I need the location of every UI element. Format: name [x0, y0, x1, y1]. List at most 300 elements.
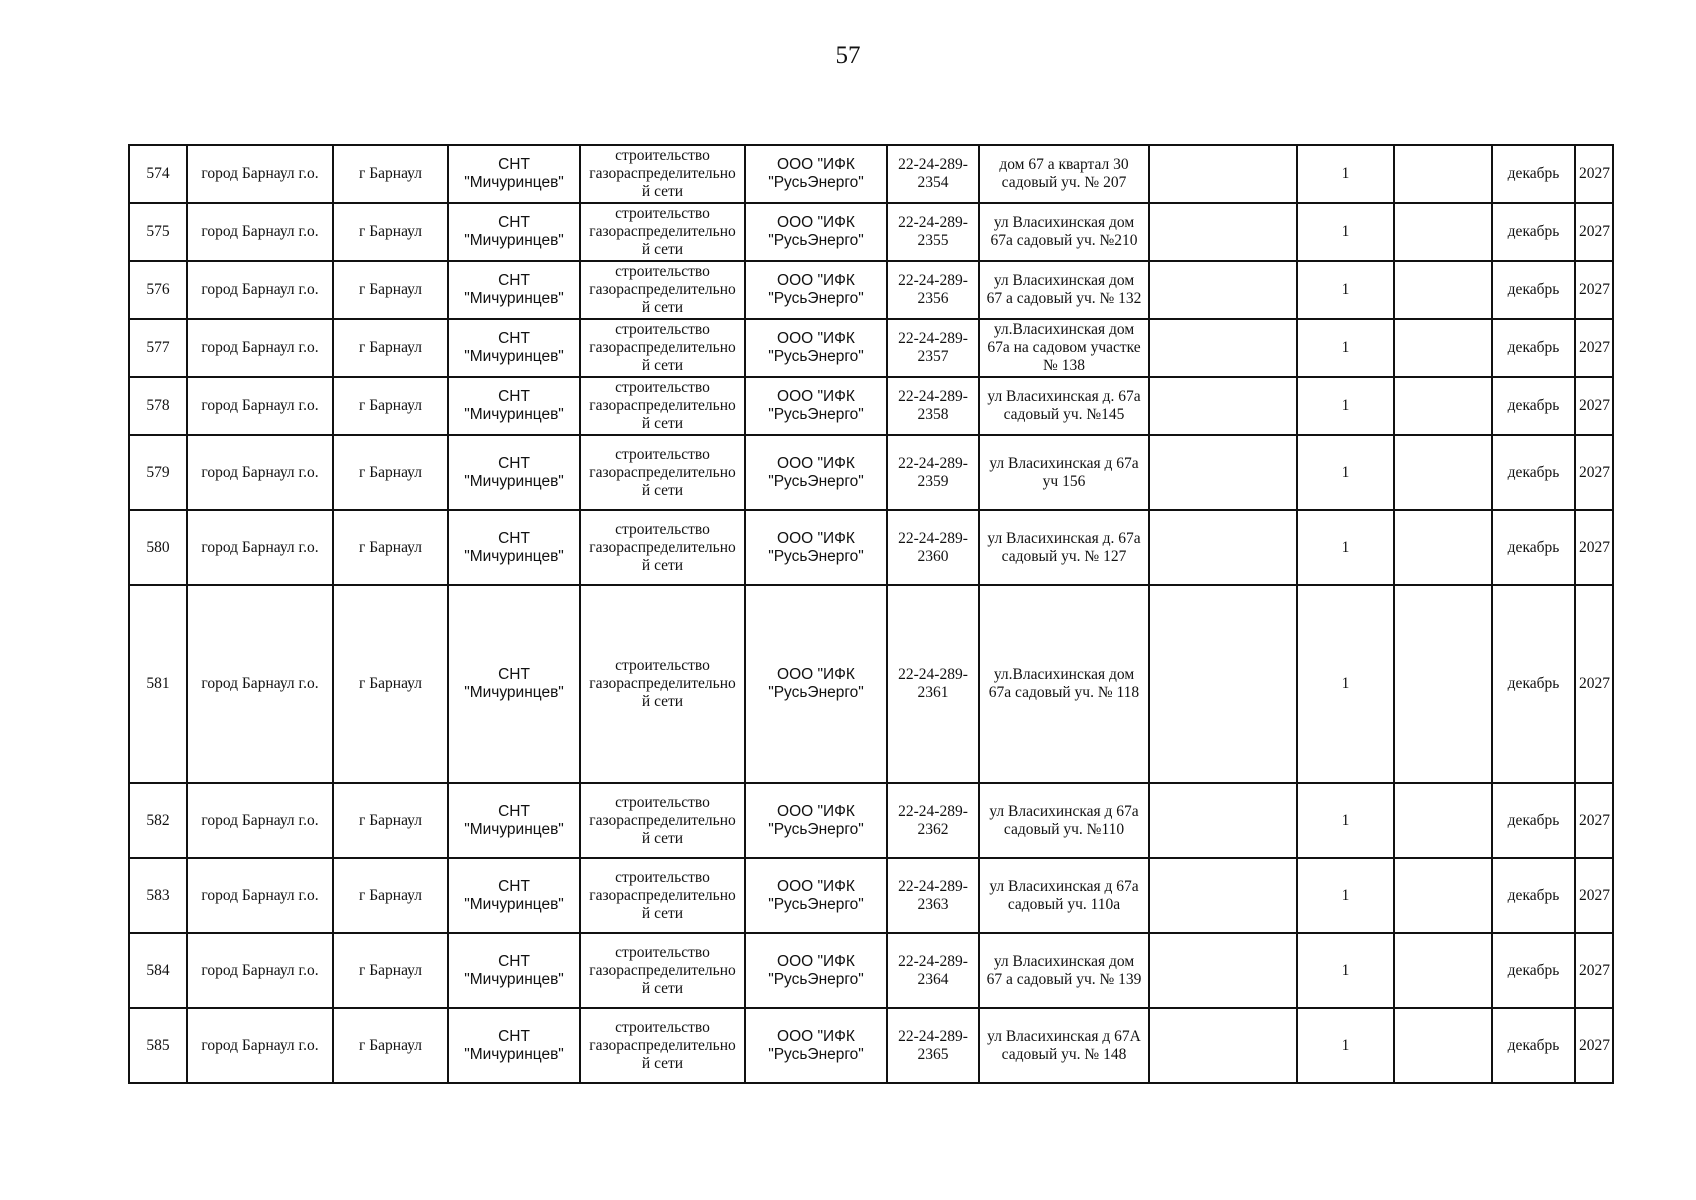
- address-line: ул.Власихинская дом: [993, 321, 1135, 338]
- cadastral-number-cell: [887, 377, 979, 435]
- cadastral-number-cell: [887, 261, 979, 319]
- address-line: ул Власихинская д. 67а: [987, 388, 1141, 405]
- snt-line: "Мичуринцев": [464, 290, 564, 307]
- organization-line: "РусьЭнерго": [768, 895, 864, 913]
- address-line: 67а садовый уч. №210: [990, 232, 1138, 249]
- snt-cell: [448, 435, 580, 510]
- purpose-line: й сети: [641, 481, 684, 499]
- purpose-line: газораспределительно: [589, 886, 736, 904]
- empty-cell: [1149, 145, 1297, 203]
- purpose-line: газораспределительно: [589, 1036, 736, 1054]
- organization-cell: [745, 933, 887, 1008]
- cadastral-number-line: 2356: [917, 290, 949, 307]
- organization-line: ООО "ИФК: [777, 330, 855, 347]
- snt-line: "Мичуринцев": [464, 1045, 564, 1063]
- purpose-cell: [580, 145, 745, 203]
- cadastral-number-line: 2355: [917, 232, 949, 249]
- snt-cell: [448, 1008, 580, 1083]
- row-number-cell: 574: [129, 145, 187, 203]
- purpose-line: строительство: [615, 445, 710, 463]
- cadastral-number-line: 2365: [917, 1045, 949, 1063]
- snt-line: СНТ: [498, 877, 530, 895]
- organization-line: ООО "ИФК: [777, 156, 855, 173]
- cadastral-number-cell: [887, 783, 979, 858]
- purpose-line: газораспределительно: [589, 961, 736, 979]
- count-cell: 1: [1297, 203, 1394, 261]
- snt-cell: [448, 858, 580, 933]
- purpose-line: газораспределительно: [589, 675, 736, 692]
- cadastral-number-line: 2362: [917, 820, 949, 838]
- month-cell: декабрь: [1492, 1008, 1575, 1083]
- row-number-cell: 581: [129, 585, 187, 783]
- purpose-line: й сети: [641, 829, 684, 847]
- address-cell: [979, 585, 1149, 783]
- purpose-line: й сети: [641, 357, 684, 374]
- count-cell: 1: [1297, 435, 1394, 510]
- cadastral-number-line: 22-24-289-: [898, 802, 968, 820]
- district-cell: город Барнаул г.о.: [187, 377, 333, 435]
- address-line: садовый уч. № 207: [1001, 174, 1127, 191]
- snt-line: "Мичуринцев": [464, 472, 564, 490]
- cadastral-number-cell: [887, 319, 979, 377]
- snt-cell: [448, 783, 580, 858]
- organization-line: "РусьЭнерго": [768, 820, 864, 838]
- district-cell: город Барнаул г.о.: [187, 510, 333, 585]
- organization-cell: [745, 435, 887, 510]
- snt-line: СНТ: [498, 529, 530, 547]
- organization-line: "РусьЭнерго": [768, 472, 864, 490]
- row-number-cell: 578: [129, 377, 187, 435]
- address-line: дом 67 а квартал 30: [999, 156, 1129, 173]
- district-cell: город Барнаул г.о.: [187, 858, 333, 933]
- cadastral-number-cell: [887, 933, 979, 1008]
- month-cell: декабрь: [1492, 933, 1575, 1008]
- purpose-line: газораспределительно: [589, 811, 736, 829]
- cadastral-number-line: 22-24-289-: [898, 330, 968, 347]
- organization-line: ООО "ИФК: [777, 666, 855, 683]
- purpose-line: строительство: [615, 657, 710, 674]
- month-cell: декабрь: [1492, 261, 1575, 319]
- organization-line: "РусьЭнерго": [768, 1045, 864, 1063]
- month-cell: декабрь: [1492, 145, 1575, 203]
- purpose-cell: [580, 510, 745, 585]
- address-cell: [979, 261, 1149, 319]
- purpose-cell: [580, 203, 745, 261]
- address-cell: [979, 933, 1149, 1008]
- organization-line: "РусьЭнерго": [768, 406, 864, 423]
- row-number-cell: 576: [129, 261, 187, 319]
- address-line: садовый уч. № 127: [1001, 547, 1127, 565]
- cadastral-number-line: 2361: [917, 684, 949, 701]
- count-cell: 1: [1297, 1008, 1394, 1083]
- empty-cell: [1149, 203, 1297, 261]
- purpose-cell: [580, 933, 745, 1008]
- organization-cell: [745, 585, 887, 783]
- purpose-line: й сети: [641, 299, 684, 316]
- purpose-line: строительство: [615, 520, 710, 538]
- snt-cell: [448, 585, 580, 783]
- snt-line: СНТ: [498, 454, 530, 472]
- month-cell: декабрь: [1492, 858, 1575, 933]
- empty-cell: [1394, 203, 1492, 261]
- cadastral-number-cell: [887, 145, 979, 203]
- month-cell: декабрь: [1492, 783, 1575, 858]
- row-number-cell: 583: [129, 858, 187, 933]
- cadastral-number-line: 22-24-289-: [898, 454, 968, 472]
- address-line: уч 156: [1042, 472, 1086, 490]
- locality-cell: г Барнаул: [333, 858, 448, 933]
- organization-line: "РусьЭнерго": [768, 290, 864, 307]
- page-number: 57: [835, 42, 861, 69]
- cadastral-number-cell: [887, 203, 979, 261]
- snt-cell: [448, 203, 580, 261]
- table-row: [129, 783, 1613, 858]
- purpose-cell: [580, 319, 745, 377]
- purpose-cell: [580, 377, 745, 435]
- purpose-line: газораспределительно: [589, 397, 736, 414]
- table-row: [129, 319, 1613, 377]
- cadastral-number-cell: [887, 510, 979, 585]
- count-cell: 1: [1297, 858, 1394, 933]
- district-cell: город Барнаул г.о.: [187, 783, 333, 858]
- district-cell: город Барнаул г.о.: [187, 261, 333, 319]
- purpose-line: й сети: [641, 693, 684, 710]
- purpose-line: строительство: [615, 147, 710, 164]
- month-cell: декабрь: [1492, 203, 1575, 261]
- organization-line: "РусьЭнерго": [768, 547, 864, 565]
- snt-line: СНТ: [498, 666, 530, 683]
- year-cell: 2027: [1575, 319, 1613, 377]
- organization-cell: [745, 858, 887, 933]
- purpose-line: й сети: [641, 904, 684, 922]
- cadastral-number-cell: [887, 1008, 979, 1083]
- table-row: [129, 1008, 1613, 1083]
- empty-cell: [1394, 145, 1492, 203]
- table-row: [129, 203, 1613, 261]
- district-cell: город Барнаул г.о.: [187, 1008, 333, 1083]
- snt-cell: [448, 510, 580, 585]
- snt-cell: [448, 145, 580, 203]
- year-cell: 2027: [1575, 145, 1613, 203]
- purpose-line: газораспределительно: [589, 165, 736, 182]
- cadastral-number-line: 22-24-289-: [898, 877, 968, 895]
- purpose-line: строительство: [615, 379, 710, 396]
- empty-cell: [1149, 261, 1297, 319]
- address-cell: [979, 319, 1149, 377]
- address-line: садовый уч. 110а: [1007, 895, 1121, 913]
- row-number-cell: 584: [129, 933, 187, 1008]
- address-line: ул Власихинская д 67а: [989, 877, 1139, 895]
- year-cell: 2027: [1575, 203, 1613, 261]
- purpose-line: газораспределительно: [589, 339, 736, 356]
- district-cell: город Барнаул г.о.: [187, 319, 333, 377]
- organization-cell: [745, 377, 887, 435]
- address-cell: [979, 510, 1149, 585]
- cadastral-number-line: 2363: [917, 895, 949, 913]
- address-line: 67а на садовом участке: [987, 339, 1141, 356]
- address-line: ул Власихинская дом: [993, 952, 1135, 970]
- cadastral-number-line: 2360: [917, 547, 949, 565]
- district-cell: город Барнаул г.о.: [187, 145, 333, 203]
- empty-cell: [1394, 783, 1492, 858]
- purpose-cell: [580, 858, 745, 933]
- count-cell: 1: [1297, 933, 1394, 1008]
- year-cell: 2027: [1575, 585, 1613, 783]
- year-cell: 2027: [1575, 858, 1613, 933]
- row-number-cell: 575: [129, 203, 187, 261]
- purpose-line: й сети: [641, 415, 684, 432]
- address-line: ул.Власихинская дом: [993, 666, 1135, 683]
- row-number-cell: 579: [129, 435, 187, 510]
- month-cell: декабрь: [1492, 510, 1575, 585]
- count-cell: 1: [1297, 145, 1394, 203]
- organization-cell: [745, 203, 887, 261]
- cadastral-number-line: 22-24-289-: [898, 529, 968, 547]
- purpose-line: строительство: [615, 263, 710, 280]
- organization-cell: [745, 783, 887, 858]
- purpose-line: газораспределительно: [589, 463, 736, 481]
- table-row: [129, 261, 1613, 319]
- organization-cell: [745, 319, 887, 377]
- empty-cell: [1149, 510, 1297, 585]
- address-line: ул Власихинская дом: [993, 272, 1135, 289]
- cadastral-number-line: 2357: [917, 348, 949, 365]
- empty-cell: [1394, 1008, 1492, 1083]
- purpose-line: й сети: [641, 183, 684, 200]
- organization-line: "РусьЭнерго": [768, 348, 864, 365]
- address-line: ул Власихинская д 67А: [987, 1027, 1141, 1045]
- snt-cell: [448, 261, 580, 319]
- cadastral-number-line: 22-24-289-: [898, 1027, 968, 1045]
- purpose-line: строительство: [615, 868, 710, 886]
- snt-line: "Мичуринцев": [464, 684, 564, 701]
- snt-line: "Мичуринцев": [464, 820, 564, 838]
- empty-cell: [1149, 377, 1297, 435]
- snt-line: СНТ: [498, 214, 530, 231]
- empty-cell: [1394, 585, 1492, 783]
- address-line: 67а садовый уч. № 118: [988, 684, 1140, 701]
- snt-line: "Мичуринцев": [464, 895, 564, 913]
- purpose-line: строительство: [615, 793, 710, 811]
- organization-line: "РусьЭнерго": [768, 684, 864, 701]
- snt-line: "Мичуринцев": [464, 406, 564, 423]
- cadastral-number-line: 22-24-289-: [898, 214, 968, 231]
- snt-line: "Мичуринцев": [464, 970, 564, 988]
- locality-cell: г Барнаул: [333, 203, 448, 261]
- empty-cell: [1394, 858, 1492, 933]
- purpose-line: строительство: [615, 321, 710, 338]
- address-cell: [979, 377, 1149, 435]
- locality-cell: г Барнаул: [333, 261, 448, 319]
- address-cell: [979, 783, 1149, 858]
- table-row: [129, 858, 1613, 933]
- address-line: садовый уч. № 148: [1001, 1045, 1127, 1063]
- purpose-line: газораспределительно: [589, 281, 736, 298]
- purpose-line: газораспределительно: [589, 223, 736, 240]
- cadastral-number-line: 2364: [917, 970, 949, 988]
- row-number-cell: 580: [129, 510, 187, 585]
- cadastral-number-cell: [887, 858, 979, 933]
- empty-cell: [1149, 783, 1297, 858]
- year-cell: 2027: [1575, 783, 1613, 858]
- empty-cell: [1394, 377, 1492, 435]
- district-cell: город Барнаул г.о.: [187, 585, 333, 783]
- district-cell: город Барнаул г.о.: [187, 933, 333, 1008]
- address-line: ул Власихинская д 67а: [989, 802, 1139, 820]
- snt-line: "Мичуринцев": [464, 348, 564, 365]
- organization-line: ООО "ИФК: [777, 877, 855, 895]
- table-row: [129, 145, 1613, 203]
- table-row: [129, 585, 1613, 783]
- cadastral-number-line: 22-24-289-: [898, 272, 968, 289]
- month-cell: декабрь: [1492, 377, 1575, 435]
- empty-cell: [1394, 435, 1492, 510]
- snt-line: СНТ: [498, 156, 530, 173]
- snt-cell: [448, 933, 580, 1008]
- row-number-cell: 585: [129, 1008, 187, 1083]
- organization-line: ООО "ИФК: [777, 529, 855, 547]
- address-line: ул Власихинская дом: [993, 214, 1135, 231]
- organization-line: ООО "ИФК: [777, 214, 855, 231]
- empty-cell: [1394, 933, 1492, 1008]
- year-cell: 2027: [1575, 377, 1613, 435]
- cadastral-number-line: 2354: [917, 174, 949, 191]
- organization-line: "РусьЭнерго": [768, 232, 864, 249]
- empty-cell: [1394, 510, 1492, 585]
- month-cell: декабрь: [1492, 319, 1575, 377]
- district-cell: город Барнаул г.о.: [187, 435, 333, 510]
- purpose-cell: [580, 1008, 745, 1083]
- snt-line: СНТ: [498, 1027, 530, 1045]
- purpose-line: строительство: [615, 205, 710, 222]
- organization-line: ООО "ИФК: [777, 454, 855, 472]
- cadastral-number-cell: [887, 585, 979, 783]
- snt-line: "Мичуринцев": [464, 547, 564, 565]
- organization-line: ООО "ИФК: [777, 802, 855, 820]
- purpose-line: й сети: [641, 979, 684, 997]
- month-cell: декабрь: [1492, 435, 1575, 510]
- snt-line: СНТ: [498, 802, 530, 820]
- month-cell: декабрь: [1492, 585, 1575, 783]
- address-line: садовый уч. №145: [1003, 406, 1125, 423]
- address-line: ул Власихинская д 67а: [989, 454, 1139, 472]
- gas-network-table: [128, 144, 1614, 1084]
- table-row: [129, 435, 1613, 510]
- empty-cell: [1149, 933, 1297, 1008]
- table-body: [129, 145, 1613, 1083]
- empty-cell: [1149, 585, 1297, 783]
- year-cell: 2027: [1575, 261, 1613, 319]
- year-cell: 2027: [1575, 933, 1613, 1008]
- locality-cell: г Барнаул: [333, 585, 448, 783]
- address-line: 67 а садовый уч. № 139: [986, 970, 1142, 988]
- address-cell: [979, 435, 1149, 510]
- address-cell: [979, 145, 1149, 203]
- cadastral-number-line: 2358: [917, 406, 949, 423]
- organization-line: ООО "ИФК: [777, 272, 855, 289]
- organization-cell: [745, 145, 887, 203]
- organization-cell: [745, 261, 887, 319]
- snt-line: СНТ: [498, 388, 530, 405]
- snt-line: СНТ: [498, 330, 530, 347]
- organization-line: "РусьЭнерго": [768, 174, 864, 191]
- locality-cell: г Барнаул: [333, 510, 448, 585]
- address-line: ул Власихинская д. 67а: [987, 529, 1141, 547]
- count-cell: 1: [1297, 377, 1394, 435]
- locality-cell: г Барнаул: [333, 783, 448, 858]
- count-cell: 1: [1297, 510, 1394, 585]
- organization-line: ООО "ИФК: [777, 952, 855, 970]
- address-line: № 138: [1043, 357, 1085, 374]
- district-cell: город Барнаул г.о.: [187, 203, 333, 261]
- row-number-cell: 582: [129, 783, 187, 858]
- snt-line: СНТ: [498, 272, 530, 289]
- organization-line: ООО "ИФК: [777, 388, 855, 405]
- snt-line: "Мичуринцев": [464, 232, 564, 249]
- count-cell: 1: [1297, 261, 1394, 319]
- row-number-cell: 577: [129, 319, 187, 377]
- organization-cell: [745, 1008, 887, 1083]
- purpose-cell: [580, 585, 745, 783]
- purpose-cell: [580, 435, 745, 510]
- locality-cell: г Барнаул: [333, 319, 448, 377]
- purpose-line: й сети: [641, 1054, 684, 1072]
- count-cell: 1: [1297, 319, 1394, 377]
- snt-cell: [448, 377, 580, 435]
- snt-line: "Мичуринцев": [464, 174, 564, 191]
- purpose-line: строительство: [615, 1018, 710, 1036]
- cadastral-number-line: 2359: [917, 472, 949, 490]
- locality-cell: г Барнаул: [333, 1008, 448, 1083]
- purpose-line: газораспределительно: [589, 538, 736, 556]
- locality-cell: г Барнаул: [333, 435, 448, 510]
- count-cell: 1: [1297, 585, 1394, 783]
- count-cell: 1: [1297, 783, 1394, 858]
- empty-cell: [1394, 319, 1492, 377]
- table-row: [129, 510, 1613, 585]
- organization-line: "РусьЭнерго": [768, 970, 864, 988]
- address-cell: [979, 203, 1149, 261]
- empty-cell: [1149, 435, 1297, 510]
- snt-line: СНТ: [498, 952, 530, 970]
- cadastral-number-cell: [887, 435, 979, 510]
- purpose-cell: [580, 261, 745, 319]
- organization-cell: [745, 510, 887, 585]
- purpose-line: й сети: [641, 241, 684, 258]
- empty-cell: [1149, 858, 1297, 933]
- purpose-cell: [580, 783, 745, 858]
- snt-cell: [448, 319, 580, 377]
- table-row: [129, 377, 1613, 435]
- locality-cell: г Барнаул: [333, 377, 448, 435]
- year-cell: 2027: [1575, 510, 1613, 585]
- table-row: [129, 933, 1613, 1008]
- empty-cell: [1149, 1008, 1297, 1083]
- locality-cell: г Барнаул: [333, 933, 448, 1008]
- address-line: 67 а садовый уч. № 132: [986, 290, 1142, 307]
- purpose-line: строительство: [615, 943, 710, 961]
- empty-cell: [1394, 261, 1492, 319]
- purpose-line: й сети: [641, 556, 684, 574]
- locality-cell: г Барнаул: [333, 145, 448, 203]
- address-line: садовый уч. №110: [1003, 820, 1125, 838]
- cadastral-number-line: 22-24-289-: [898, 156, 968, 173]
- cadastral-number-line: 22-24-289-: [898, 666, 968, 683]
- address-cell: [979, 858, 1149, 933]
- address-cell: [979, 1008, 1149, 1083]
- organization-line: ООО "ИФК: [777, 1027, 855, 1045]
- cadastral-number-line: 22-24-289-: [898, 952, 968, 970]
